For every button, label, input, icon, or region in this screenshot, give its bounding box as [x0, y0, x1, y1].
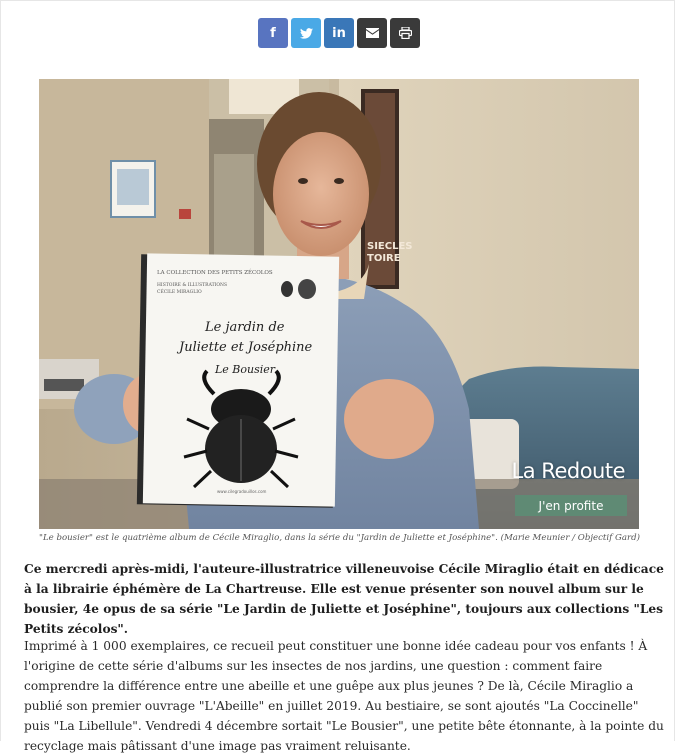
- book-title-2: Juliette et Joséphine: [179, 340, 313, 355]
- poster-text-1: SIECLES: [367, 241, 413, 252]
- book-title-1: Le jardin de: [205, 320, 285, 335]
- poster-text-2: TOIRE: [367, 253, 401, 264]
- left-eye: [298, 178, 308, 184]
- door: [214, 154, 254, 269]
- book-header: LA COLLECTION DES PETITS ZÉCOLOS: [157, 270, 273, 276]
- book: [137, 253, 339, 507]
- twitter-share-button[interactable]: [291, 18, 321, 48]
- face: [273, 132, 369, 256]
- linkedin-share-button[interactable]: [324, 18, 354, 48]
- linkedin-icon: in: [332, 25, 346, 41]
- share-bar: [258, 18, 420, 48]
- envelope-icon: [366, 28, 379, 38]
- twitter-icon: [300, 28, 313, 39]
- fire-alarm: [179, 209, 191, 219]
- book-subheader: HISTOIRE & ILLUSTRATIONS: [157, 283, 228, 288]
- email-share-button[interactable]: [357, 18, 387, 48]
- print-button[interactable]: [390, 18, 420, 48]
- ad-brand-label[interactable]: La Redoute: [511, 459, 625, 483]
- book-author: CÉCILE MIRAGLIO: [157, 290, 202, 295]
- facebook-icon: f: [270, 25, 276, 41]
- book-footer: www.cilegradouillos.com: [217, 489, 267, 494]
- article-lead: Ce mercredi après-midi, l'auteure-illustratrice villeneuvoise Cécile Miraglio était en dédicace à la librairie éphémère de La Chartreuse. Elle est venue présenter son nouvel album sur le bousier, 4e opus de sa série "Le Jardin de Juliette et Joséphine", toujours aux collections "Les Petits zécolos".: [24, 562, 664, 636]
- right-hand: [344, 379, 434, 459]
- ad-cta-button[interactable]: J'en profite: [515, 495, 627, 516]
- table-book: [44, 379, 84, 391]
- book-subtitle: Le Bousier: [215, 363, 276, 376]
- right-eye: [334, 178, 344, 184]
- facebook-share-button[interactable]: [258, 18, 288, 48]
- article-photo: [39, 79, 639, 529]
- article-body-paragraph: Imprimé à 1 000 exemplaires, ce recueil peut constituer une bonne idée cadeau pour vos enfants ! À l'origine de cette série d'albums sur les insectes de nos jardins, une question : comment faire comprendre la différence entre une abeille et une guêpe aux plus jeunes ? De là, Cécile Miraglio a publié son premier ouvrage "L'Abeille" en juillet 2019. Au bestiaire, se sont ajoutés "La Coccinelle" puis "La Libellule". Vendredi 4 décembre sortait "Le Bousier", une petite bête étonnante, à la pointe du recyclage mais pâtissant d'une image pas vraiment reluisante.: [24, 639, 664, 753]
- wall-sign-map: [117, 169, 149, 205]
- printer-icon: [399, 27, 412, 39]
- photo-caption: "Le bousier" est le quatrième album de Cécile Miraglio, dans la série du "Jardin de Juliette et Joséphine". (Marie Meunier / Objectif Gard): [39, 533, 640, 543]
